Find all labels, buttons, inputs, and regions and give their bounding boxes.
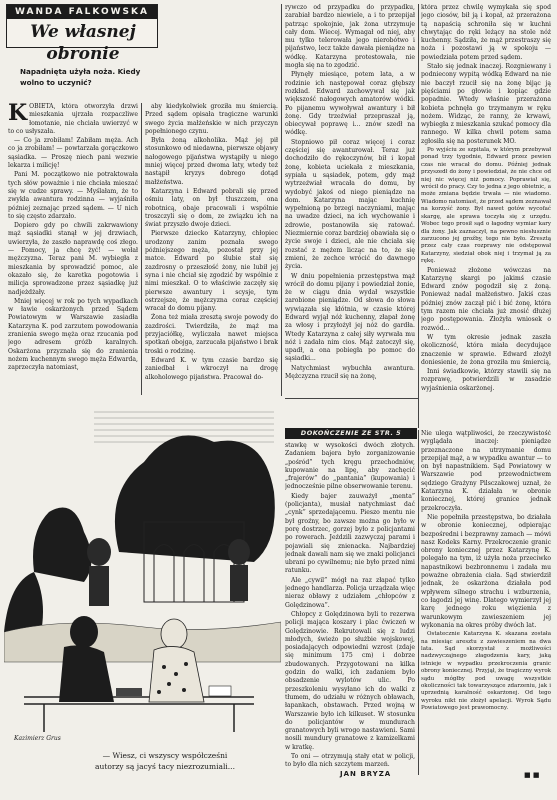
- illustrator-signature: Kazimierz Grus: [14, 735, 61, 742]
- author-name: WANDA FALKOWSKA: [7, 5, 157, 19]
- paragraph: W tym okresie jednak zaszła okoliczność, która miała decydujące znaczenie w sprawie. Edward złożył doniesienie, że żona groziła mu śmiercią,: [421, 333, 551, 366]
- continuation-banner: DOKOŃCZENIE ZE STR. 5: [285, 428, 417, 439]
- column-5: [285, 442, 415, 768]
- paragraph: Nie ulega wątpliwości, że rzeczywistość wyglądała inaczej: pieniądze przeznaczone na utrzymanie domu przepijał mąż, a w wypadku awantur — to on był napastnikiem. Sąd Powiatowy w Warszawie pod przewodnictwem sędziego Grażyny Pilsczakowej uznał, że Katarzyna K. działała w obronie koniecznej, której granice jednak przekroczyła.: [421, 430, 551, 512]
- paragraph: W dniu popełnienia przestępstwa mąż wrócił do domu pijany i powiedział żonie, że w ciągu dnia wydał wszystkie zarobione pieniądze. Od słowa do słowa wywiązała się kłótnia, w czasie której Edward wyjął nóż kuchenny, złapał żonę za włosy i przyłożył jej nóż do gardła. Wtedy Katarzyna z całej siły wyrwała mu nóż i zadała nim cios. Mąż zatoczył się, upadł, a ona pobiegła po pomoc do sąsiadki...: [285, 272, 415, 363]
- paragraph: Pani M. początkowo nie potraktowała tych słów poważnie i nie chciała mieszać się w cudze sprawy. — Myślałam, że to zwykła awantura rodzinna — wyjaśniła później zeznając przed sądem. — U nich to się często zdarzało.: [8, 171, 138, 220]
- paragraph: Ostatecznie Katarzyna K. skazana została na miesiąc aresztu z zawieszeniem na dwa lata. Sąd skorzystał z możliwości nadzwyczajnego złagodzenia kary, jaką istnieje w wypadku przekroczenia granic obrony koniecznej. Przyjął, że tragiczny wyrok sądu mógłby pod uwagę wszystkie okoliczności tak towarzyszące zdarzeniu, jak i uprzednią karalność oskarżonej. Od tego wyroku nikt nie złożył apelacji. Wyrok Sądu Powiatowego jest prawomocny.: [421, 631, 551, 712]
- paragraph-text: OBIETA, która otworzyła drzwi mieszkania ujrzała rozpaczliwe łomotanie, nie chciała uwierzyć w to co usłyszała.: [8, 103, 138, 135]
- column-2: [145, 103, 278, 395]
- cartoon-caption: — Wiesz, ci wszyscy współcześni autorzy są jacyś tacy niezrozumiali...: [95, 751, 235, 771]
- paragraph: Stopniowo pił coraz więcej i coraz częściej się awanturował. Teraz już dochodziło do rękoczynów, bił i kopał żonę, kobieta uciekała z mieszkania, sypiała u sąsiadek, potem, gdy mąż wytrzeźwiał wracała do domu, by wydobyć jakoś od niego pieniądze na dom. Katarzyna mając kuchnię wypełnioną po brzegi naczyniami, mając na uwadze dzieci, na ich wychowanie i zdrowie, postanowiła się ratować. Niezmiernie coraz bardziej obawiała się o życie swoje i dzieci, ale nie chciała się rozstać z mężem licząc na to, że się zmieni, że zechce wrócić do dawnego życia.: [285, 138, 415, 271]
- article-lead: Napadnięta użyła noża. Kiedy wolno to uczynić?: [20, 67, 141, 87]
- paragraph: Edward K. w tym czasie bardzo się zaniedbał i wkroczył na drogę alkoholowego pijaństwa. Pracował do-: [145, 356, 278, 381]
- paragraph: Ale „cywil” mógł na raz złapać tylko jednego handlarza. Policja urządzała więc nieraz obławy z udziałem „chłopców z Golędzinowa”.: [285, 576, 415, 609]
- paragraph: która przez chwilę wymykała się spod jego ciosów, bił ją i kopał, aż przerażona tą napaścią schroniła się w kuchni chwytając do ręki leżący na stole nóż kuchenny. Sądziła, że mąż przestraszy się noża i pozostawi ją w spokoju — powiedziała potem przed sądem.: [421, 4, 551, 61]
- paragraph: Stało się jednak inaczej. Rozgniewany i podniecony wypitą wódką Edward na nie nie baczył rzucił się na żonę bijąc ją pięściami po głowie i kopiąc gdzie popadnie. Wtedy właśnie przerażona kobieta pchnęła go trzymanym w ręku nożem. Widząc, że ranny, że krwawi, wybiegła z mieszkania szukać pomocy dla rannego. W kilka chwil potem sama zgłosiła się na posterunek MO.: [421, 63, 551, 145]
- column-4: [421, 4, 551, 366]
- column-divider: [418, 430, 419, 775]
- paragraph: Płynęły miesiące, potem lata, a w rodzinie ich następował coraz głębszy rozkład. Edward zachowywał się jak większość nałogowych amatorów wódki. Po pijanemu wywoływał awantury i bił żonę. Gdy trzeźwiał przepraszał ją, obiecywał poprawę i... znów szedł na wódkę.: [285, 71, 415, 137]
- column-divider: [418, 4, 419, 428]
- paragraph: Dopiero gdy po chwili zakrwawiony mąż sąsiadki stanął w jej drzwiach, uwierzyła, że zaszło naprawdę coś złego. — Pomocy, ja chcę żyć! — wołał mężczyzna. Teraz pani M. wybiegła z mieszkania by sprowadzić pomoc, ale okazało się, że karetka pogotowia i milicja sprowadzone przez sąsiadkę już nadjeżdżały.: [8, 222, 138, 296]
- paragraph: Chłopcy z Golędzinowa byli to rezerwa policji mająca koszary i plac ćwiczeń w Golędzinowie. Rekrutowali się z ludzi młodych, świeżo po służbie wojskowej, posiadających odpowiedni wzrost (zdaje się minimum 175 cm) i dobrze zbudowanych. Przygotowani na kilka godzin do walki, ich zadaniem było obsadzenie wylotów ulic. Po przeszkoleniu wysyłano ich do walki z tłumem, do udziału w różnych obławach, łapankach, obstawach. Przed wojną w Warszawie było ich kilkuset. W stosunku do policjantów w mundurach granatowych byli wrogo nastawieni. Sami nosili mundury granatowe z kamizelkami w kratkę.: [285, 610, 415, 751]
- drop-cap: K: [8, 103, 28, 126]
- column-1: [8, 103, 138, 395]
- paragraph: Katarzyna i Edward pobrali się przed ośmiu laty, on był tłuszczem, ona robotnicą, obaje pracowali i wspólnie troszczyli się o dom, ze związku ich na świat przyszło dwoje dzieci.: [145, 187, 278, 229]
- paragraph: Kiedy bajer zauważył „menta” (policjanta), musiał natychmiast dać „cynk” sprzedającemu. Pieszo mentu nie był groźny, bo zawsze można go było w porę dostrzec, gorzej było z policjantami po rowerach. Jeździli zazwyczaj parami i pojawiali się znienacka. Najbardziej jednak dawali nam się we znaki policjanci ubrani po cywilnemu; nie było przed nimi ratunku.: [285, 492, 415, 575]
- article-title: We własnej obronie: [30, 22, 136, 64]
- column-divider: [141, 103, 142, 395]
- section-divider: [285, 398, 418, 399]
- column-4-continued: [421, 368, 551, 428]
- cartoon-illustration: [4, 402, 281, 744]
- paragraph: — Co ja zrobiłam! Zabiłam męża. Ach co ja zrobiłam! — powtarzała gorączkowo sąsiadka. — Proszę niech pani wezwie lekarza i milicję!: [8, 137, 138, 170]
- paragraph: Mniej więcej w rok po tych wypadkach w ławie oskarżonych przed Sądem Powiatowym w Warszawie zasiadła Katarzyna K. pod zarzutem powodowania zranienia swego męża oraz rzucania pod jego adresem gróźb karalnych. Oskarżona przyznała się do zranienia nożem kuchennym swego męża Edwarda, zaprzeczyła natomiast,: [8, 297, 138, 372]
- paragraph: To oni — otrzymują stały etat w policji, to było dla nich szczytem marzeń.: [285, 752, 415, 768]
- paragraph: aby kiedykolwiek groziła mu śmiercią. Przed sądem opisała tragiczne warunki swego życia małżeńskie w nich przyczyn popełnionego czynu.: [145, 103, 278, 135]
- column-3: [285, 4, 415, 395]
- paragraph: [8, 103, 138, 136]
- paragraph: rywczo od przypadku do przypadku, zarabiał bardzo niewiele, a i to przepijał patrząc spokojnie, jak żona utrzymuje cały dom. Wiecej. Wymagał od niej, aby mu tylko telerowała jego nierobótwo i pijaństwo, lecz także dawała pieniądze na wódkę. Katarzyna protestowała, nie mogła się na to zgodzić.: [285, 4, 415, 70]
- paragraph: Była żoną alkoholika. Mąż jej pił stosunkowo od niedawna, pierwsze objawy nałogowego pijaństwa wystąpiły u niego mniej więcej przed dwoma laty, wtedy też nastąpił kryzys dobrego dotąd małżeństwa.: [145, 137, 278, 186]
- end-mark: ■ ■: [524, 771, 540, 779]
- paragraph: Żona też miała zresztą swoje powody do zazdrości. Twierdziła, że mąż ma przyjaciółkę, wyliczała nawet miejsca spotkań obojga, zarzucała pijaństwo i brak troski o rodzinę.: [145, 314, 278, 355]
- paragraph: Po wyjściu ze szpitala, w którym przebywał ponad trzy tygodnie, Edward przez pewien czas nie wracał do domu. Później jednak przyszedł do żony i powiedział, że nie chce od niej nic więcej niż pomocy. Poprawiał się, wrócił do pracy. Czy to jedna z jego obietnic, a może zmiana będzie trwała — nie wiadomo. Wiadomo natomiast, że przed sądem zeznawał na korzyść żony. Był nawet gotów wycofać skargę, ale sprawa toczyła się z urzędu. Wobec tego prosił sąd o łagodny wymiar kary dla żony. Jak zaznaczył, na pewno niesłusznie zarzucono jej groźby, tego nie było. Zresztą przez cały czas rozprawy nie odstępował Katarzyny, siedział obok niej i trzymał ją za rękę.: [421, 147, 551, 265]
- article-header: [6, 4, 158, 64]
- paragraph: Inni świadkowie, którzy stawili się na rozprawę, potwierdzili w zasadzie wyjaśnienia oskarżonej.: [421, 368, 551, 392]
- paragraph: Natychmiast wybuchła awantura. Mężczyzna rzucił się na żonę,: [285, 364, 415, 381]
- paragraph: stawkę w wysokości dwóch złotych. Zadaniem bajera było zorganizowanie „pośród” tych kręgu przechodniów, kupowanie na lipę, aby zachęcić „frajerów” do „pantania” (kupowania) i jednocześnie pilne obserwowanie terenu.: [285, 442, 415, 491]
- paragraph: Ponieważ złożone wówczas na Katarzynę skargi po jakimś czasie Edward znów pogodził się z żoną. Ponieważ nadal małżeństwo. Jakiś czas później znów zaczął pić i bić żonę, która tym razem nie chciała już znosić dłużej jego postępowania. Złożyła wniosek o rozwód...: [421, 266, 551, 332]
- column-6: [421, 430, 551, 775]
- paragraph: Pierwsze dziecko Katarzyny, chłopiec urodzony zanim poznała swego późniejszego męża, pozostał przy jej matce. Edward po ślubie stał się zazdrosny o przeszłość żony, nie lubił jej syna i nie chciał się zgodzić by wspólnie z nimi mieszkał. O to właściwie zaczęły się pierwsze awantury i scysje, tym ostrzejsze, że mężczyzna coraz częściej wracał do domu pijany.: [145, 230, 278, 313]
- column-divider: [281, 4, 282, 396]
- byline: JAN BRYZA: [340, 770, 392, 778]
- paragraph: Nie popełniła przestępstwa, bo działała w obronie koniecznej, odpierając bezpośredni i bezprawny zamach — mówi nasz Kodeks Karny. Przekroczenie granic obrony koniecznej przez Katarzynę K. polegało na tym, iż użyła noża przeciwko napastnikowi bezbronnemu i zadała mu poważne obrażenia ciała. Sąd stwierdził jednak, że oskarżona działała pod wpływem silnego strachu i wzburzenia, co łagodzi jej winę. Dlatego wymierzył jej karę jednego roku więzienia z warunkowym zawieszeniem jej wykonania na okres próby dwóch lat.: [421, 513, 551, 629]
